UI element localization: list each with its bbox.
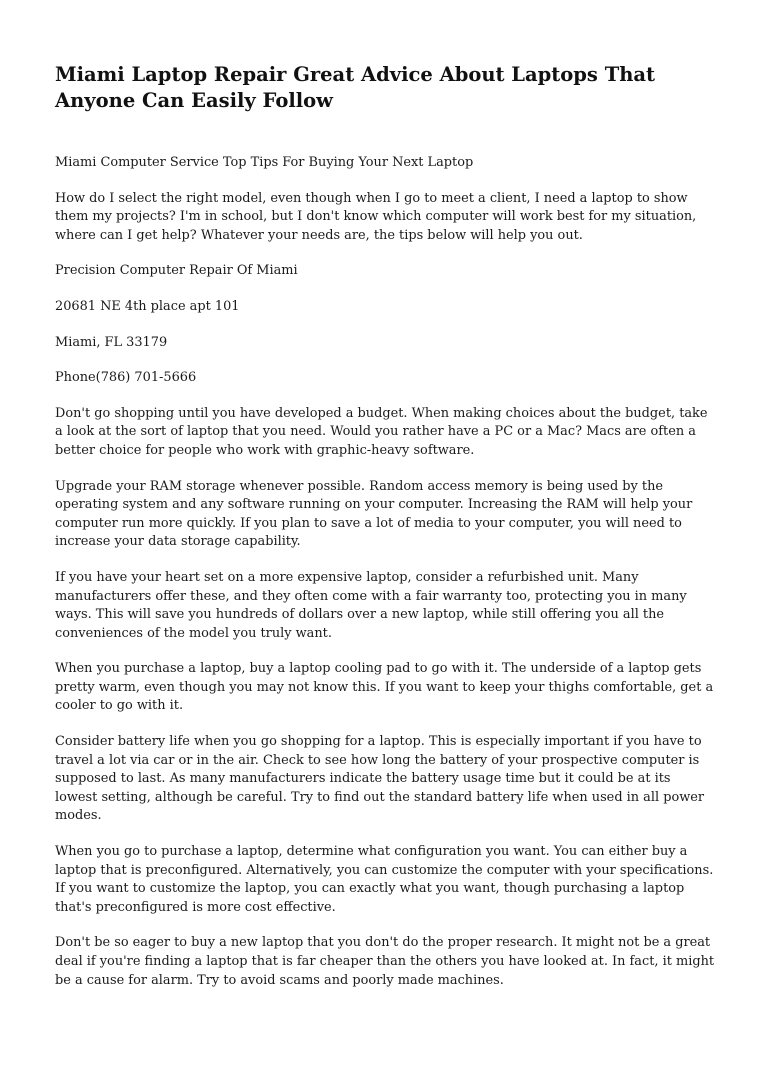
research-paragraph: Don't be so eager to buy a new laptop that you don't do the proper research. It might not be a great deal if you're finding a laptop that is far cheaper than the others you have looked at. In fact, it might be a cause for alarm. Try to avoid scams and poorly made machines. (55, 935, 715, 988)
subtitle-paragraph: Miami Computer Service Top Tips For Buying Your Next Laptop (55, 155, 474, 170)
cooling-pad-paragraph: When you purchase a laptop, buy a laptop cooling pad to go with it. The underside of a laptop gets pretty warm, even though you may not know this. If you want to keep your thighs comfortable, get a cooler to go with it. (55, 661, 714, 714)
document-page (55, 62, 715, 1007)
budget-paragraph: Don't go shopping until you have developed a budget. When making choices about the budget, take a look at the sort of laptop that you need. Would you rather have a PC or a Mac? Macs are often a better choice for people who work with graphic-heavy software. (55, 405, 708, 458)
ram-paragraph: Upgrade your RAM storage whenever possible. Random access memory is being used by the operating system and any software running on your computer. Increasing the RAM will help your computer run more quickly. If you plan to save a lot of media to your computer, you will need to increase your data storage capability. (55, 478, 693, 550)
phone-number: Phone(786) 701-5666 (55, 370, 197, 386)
intro-paragraph: How do I select the right model, even though when I go to meet a client, I need a laptop to show them my projects? I'm in school, but I don't know which computer will work best for my situation, where can I get help? Whatever your needs are, the tips below will help you out. (55, 190, 697, 243)
configuration-paragraph: When you go to purchase a laptop, determine what configuration you want. You can either buy a laptop that is preconfigured. Alternatively, you can customize the computer with your specifications. If you want to customize the laptop, you can exactly what you want, though purchasing a laptop that's preconfigured is more cost effective. (55, 844, 714, 915)
battery-life-paragraph: Consider battery life when you go shopping for a laptop. This is especially important if you have to travel a lot via car or in the air. Check to see how long the battery of your prospective computer is supposed to last. As many manufacturers indicate the battery usage time but it could be at its lowest setting, although be careful. Try to find out the standard battery life when used in all power modes. (55, 734, 705, 824)
business-name: Precision Computer Repair Of Miami (55, 263, 298, 279)
document-title: Miami Laptop Repair Great Advice About Laptops That Anyone Can Easily Follow (55, 63, 656, 112)
refurbished-paragraph: If you have your heart set on a more expensive laptop, consider a refurbished unit. Many manufacturers offer these, and they often come with a fair warranty too, protecting you in many ways. This will save you hundreds of dollars over a new laptop, while still offering you all the conveniences of the model you truly want. (55, 569, 687, 641)
city-state-zip: Miami, FL 33179 (55, 334, 168, 350)
street-address: 20681 NE 4th place apt 101 (55, 298, 240, 314)
